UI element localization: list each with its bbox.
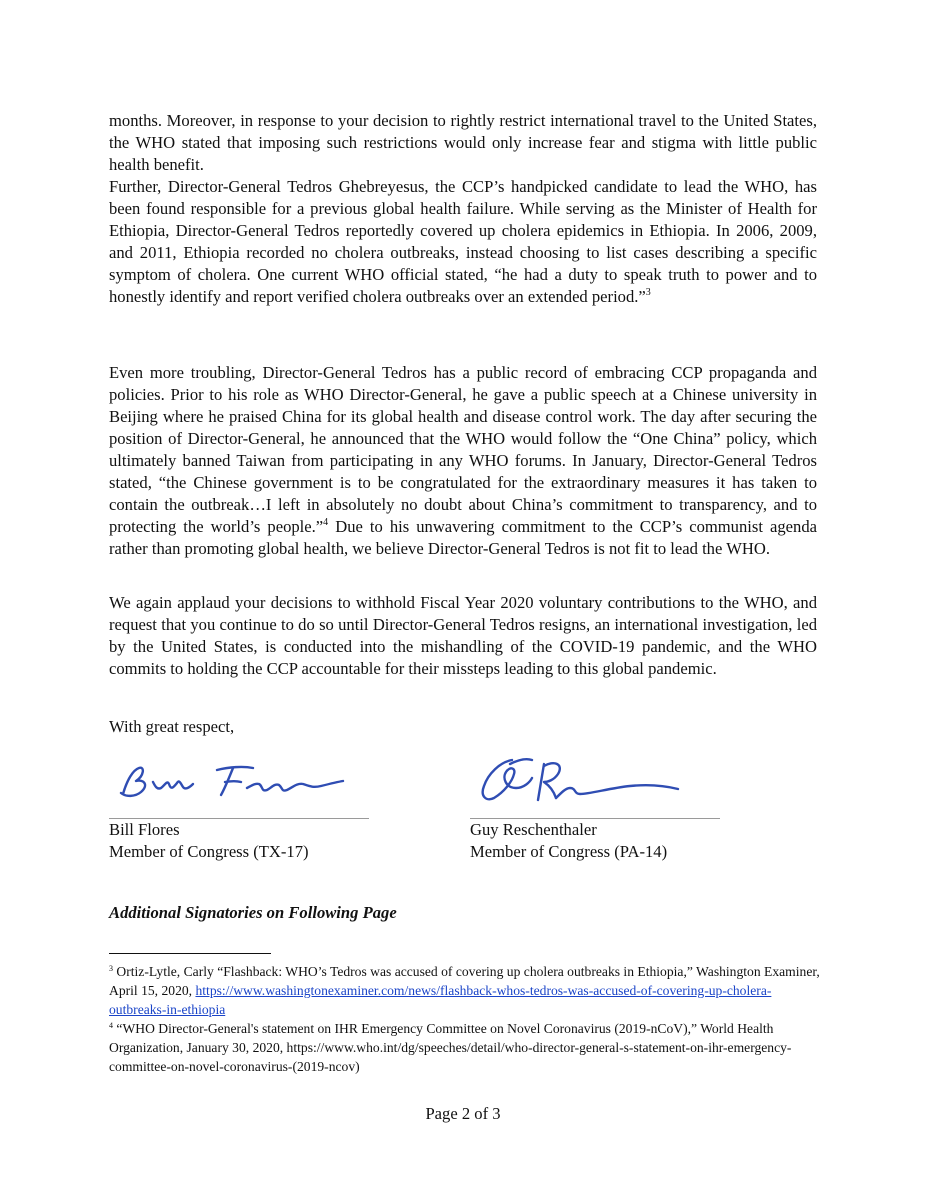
paragraph-cholera-coverup [109,176,817,308]
footnotes [109,962,821,1076]
signature-block-flores [109,748,369,863]
footnote-number: 3 [109,964,113,973]
footnote-divider [109,953,271,954]
closing-salutation: With great respect, [109,717,235,736]
footnote-ref-3[interactable]: 3 [645,287,651,298]
footnote-3 [109,962,821,1019]
paragraph-text: Even more troubling, Director-General Tedros has a public record of embracing CCP propaganda and policies. Prior to his role as WHO Director-General, he gave a public speech at a Chinese university in Beijing where he praised China for its global health and disease control work. The day after securing the position of Director-General, he announced that the WHO would follow the “One China” policy, which ultimately banned Taiwan from participating in any WHO forums. In January, Director-General Tedros stated, “the Chinese government is to be congratulated for the extraordinary measures it has taken to contain the outbreak…I left in absolutely no doubt about China’s commitment to transparency, and to protecting the world’s people.” [109,363,817,536]
handwritten-signature-flores [109,748,359,814]
paragraph-text: Further, Director-General Tedros Ghebreyesus, the CCP’s handpicked candidate to lead the WHO, has been found responsible for a previous global health failure. While serving as the Minister of Health for Ethiopia, Director-General Tedros reportedly covered up cholera epidemics in Ethiopia. In 2006, 2009, and 2011, Ethiopia recorded no cholera outbreaks, instead choosing to list cases describing a specific symptom of cholera. One current WHO official stated, “he had a duty to speak truth to power and to honestly identify and report verified cholera outbreaks over an extended period.” [109,177,817,306]
paragraph-text-continued: Due to his unwavering commitment to the CCP’s communist agenda rather than promoting global health, we believe Director-General Tedros is not fit to lead the WHO. [109,517,817,558]
footnote-ref-4[interactable]: 4 [323,517,329,528]
page-number: Page 2 of 3 [425,1104,501,1123]
paragraph-travel-restrictions: months. Moreover, in response to your decision to rightly restrict international travel to the United States, the WHO stated that imposing such restrictions would only increase fear and stigma with little public health benefit. [109,111,817,174]
footnote-link[interactable]: https://www.washingtonexaminer.com/news/flashback-whos-tedros-was-accused-of-covering-up-cholera-outbreaks-in-ethiopia [109,983,772,1017]
footnote-text: Ortiz-Lytle, Carly “Flashback: WHO’s Tedros was accused of covering up cholera outbreaks in Ethiopia,” Washington Examiner, April 15, 2020, [109,964,820,998]
signatory-title: Member of Congress (PA-14) [470,842,668,861]
paragraph-ccp-propaganda [109,362,817,560]
signatory-name: Guy Reschenthaler [470,820,597,839]
handwritten-signature-reschenthaler [470,748,720,814]
signature-block-reschenthaler [470,748,720,863]
footnote-4 [109,1019,821,1076]
signatory-name: Bill Flores [109,820,180,839]
signatory-title: Member of Congress (TX-17) [109,842,309,861]
footnote-number: 4 [109,1021,113,1030]
footnote-text: “WHO Director-General's statement on IHR Emergency Committee on Novel Coronavirus (2019-nCoV),” World Health Organization, January 30, 2020, https://www.who.int/dg/speeches/detail/who-director-general-s-statement-on-ihr-emergency-committee-on-novel-coronavirus-(2019-ncov) [109,1021,792,1074]
additional-signatories-note: Additional Signatories on Following Page [109,903,397,922]
paragraph-funding-request: We again applaud your decisions to withhold Fiscal Year 2020 voluntary contributions to the WHO, and request that you continue to do so until Director-General Tedros resigns, an international investigation, led by the United States, is conducted into the mishandling of the COVID-19 pandemic, and the WHO commits to holding the CCP accountable for their missteps leading to this global pandemic. [109,593,817,678]
